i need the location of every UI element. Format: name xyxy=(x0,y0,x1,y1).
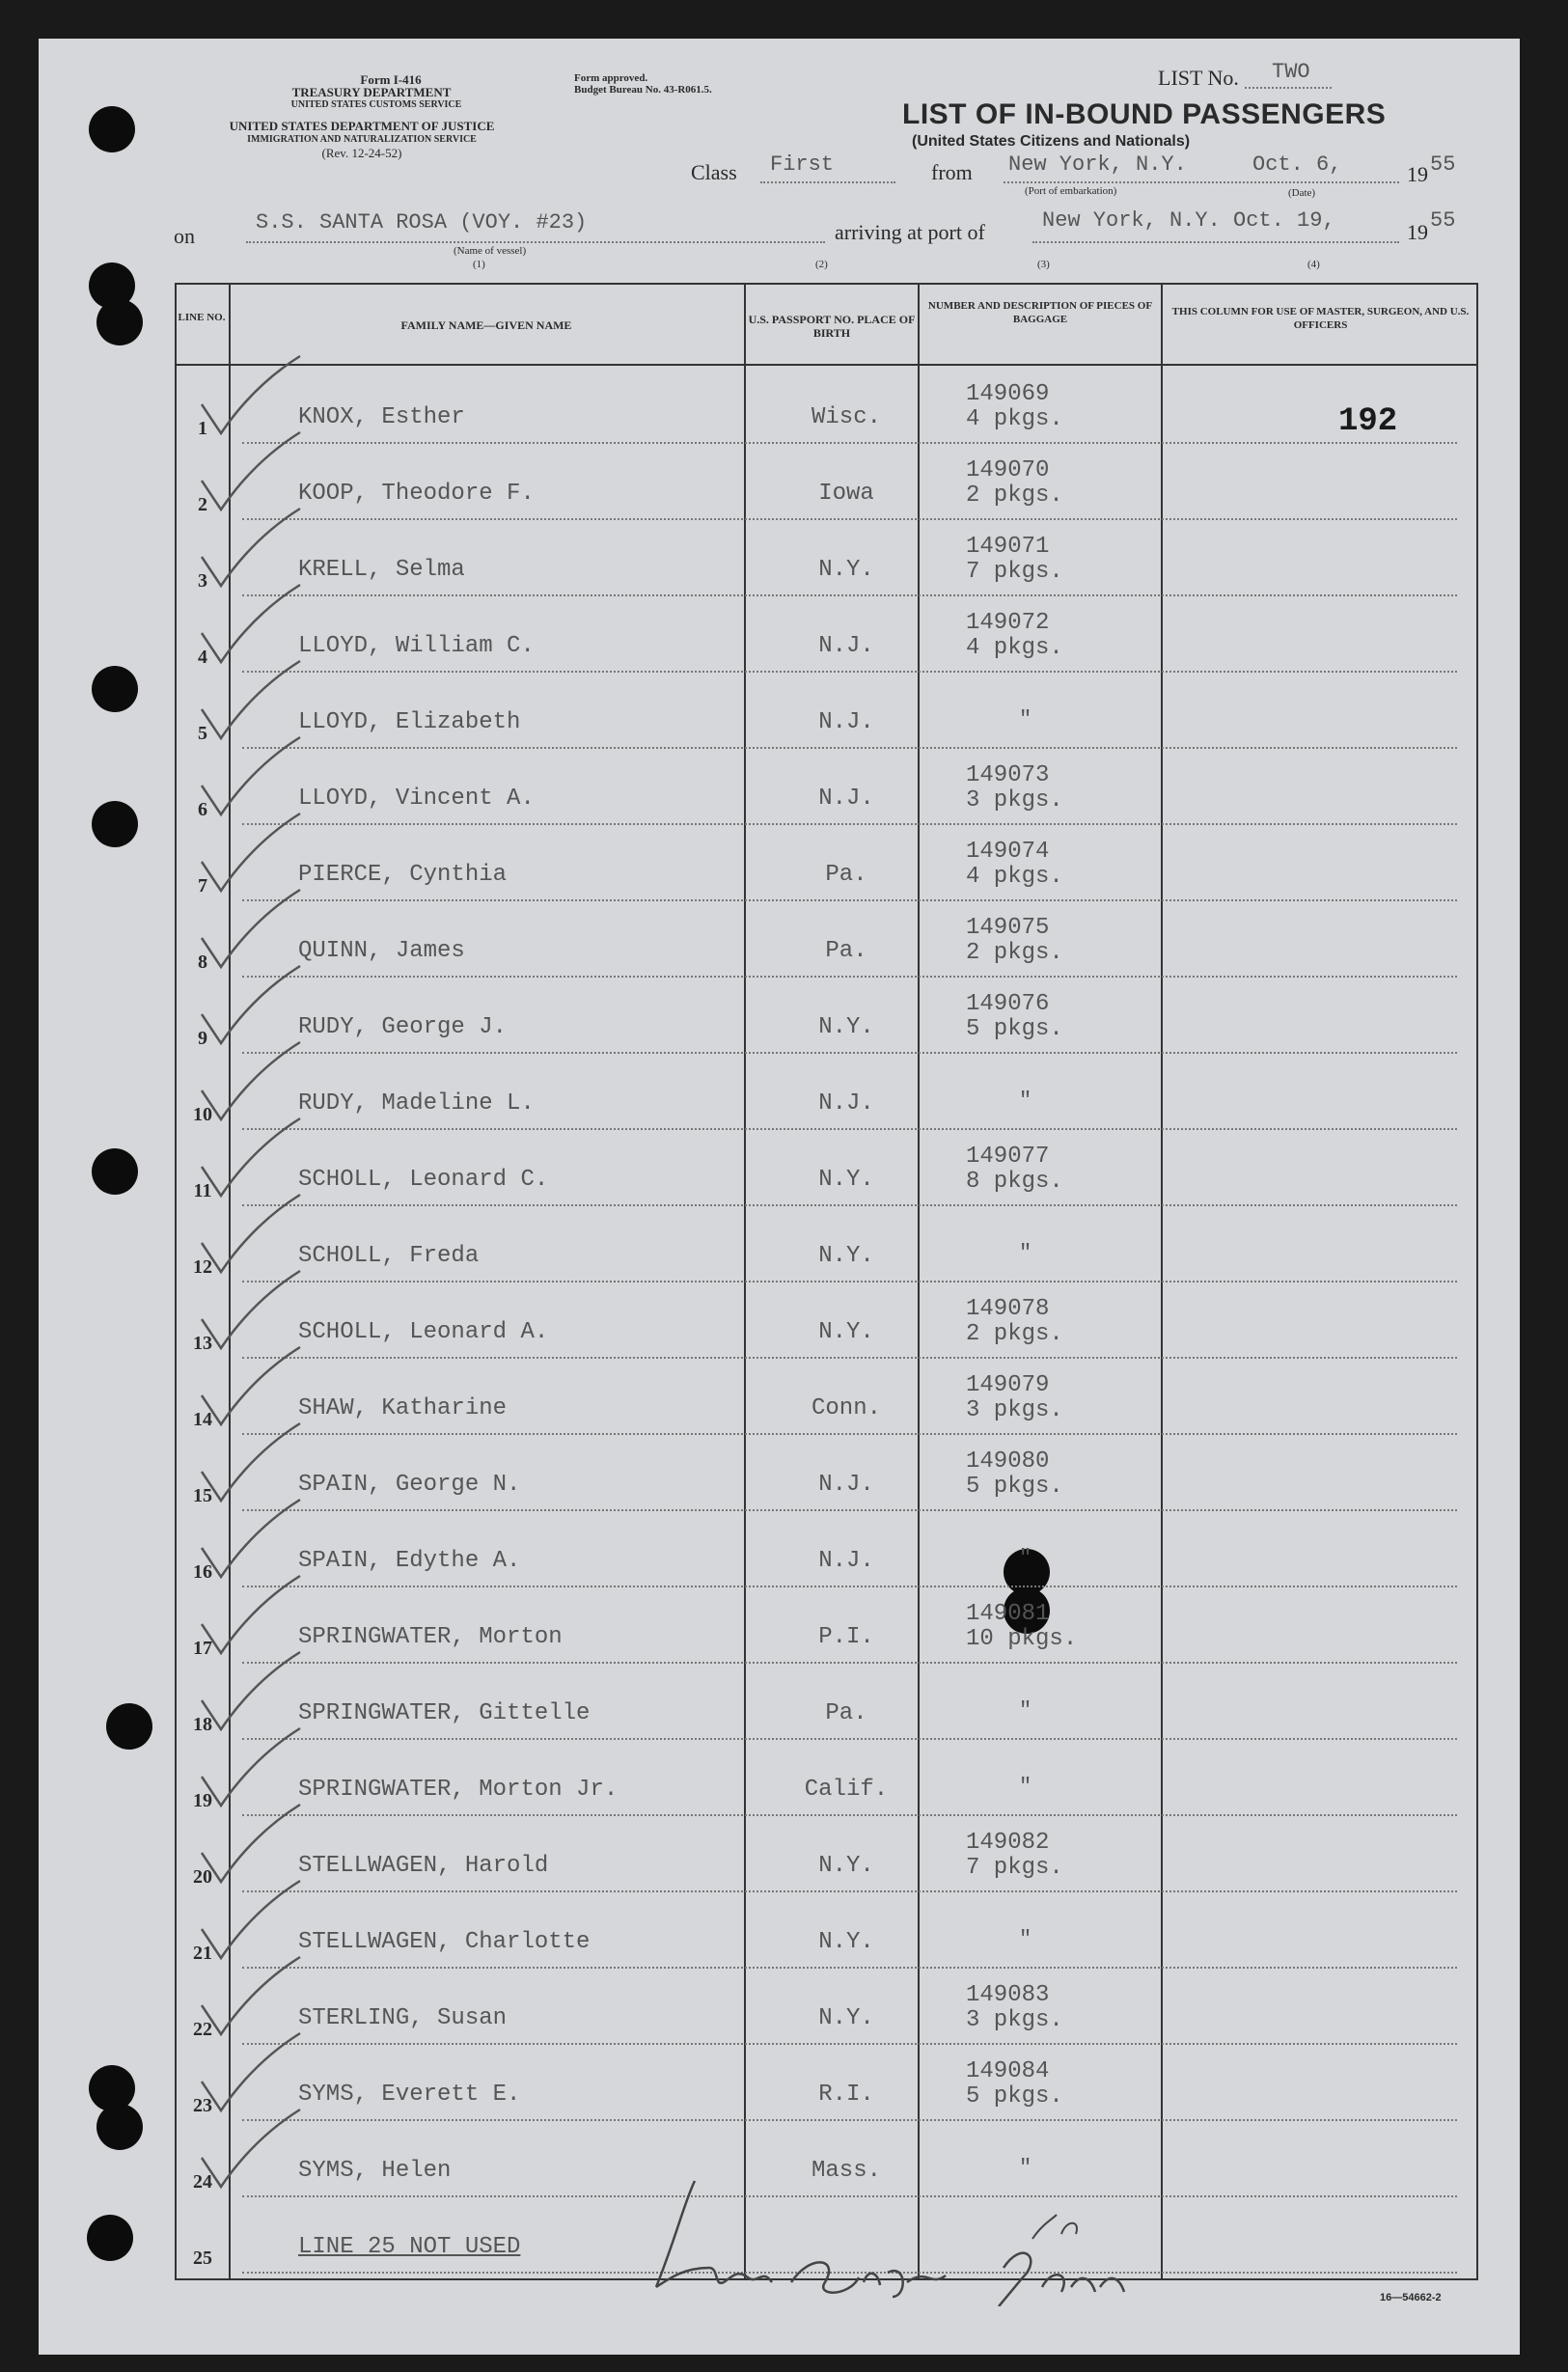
passenger-name: KOOP, Theodore F. xyxy=(298,481,535,507)
punch-hole-icon xyxy=(96,299,143,345)
table-row xyxy=(175,368,1478,444)
official-number: 192 xyxy=(1338,403,1398,440)
table-row xyxy=(175,749,1478,825)
passenger-name: PIERCE, Cynthia xyxy=(298,862,508,888)
passenger-name: STELLWAGEN, Charlotte xyxy=(298,1929,591,1955)
passenger-name: STERLING, Susan xyxy=(298,2005,508,2031)
table-row xyxy=(175,1511,1478,1587)
caption-2: (2) xyxy=(815,259,828,270)
line-number: 17 xyxy=(193,1638,212,1659)
place-of-birth: Wisc. xyxy=(811,404,881,430)
place-of-birth: N.J. xyxy=(818,1090,874,1117)
page-subtitle: (United States Citizens and Nationals) xyxy=(912,133,1191,150)
line-number: 13 xyxy=(193,1333,212,1354)
place-of-birth: N.Y. xyxy=(818,557,874,583)
passenger-name: SPAIN, Edythe A. xyxy=(298,1548,521,1574)
line-number: 22 xyxy=(193,2019,212,2040)
baggage-description: 5 pkgs. xyxy=(966,1016,1063,1042)
page-title: LIST OF IN-BOUND PASSENGERS xyxy=(902,98,1387,130)
place-of-birth: N.Y. xyxy=(818,1243,874,1269)
baggage-number: 149078 xyxy=(966,1296,1050,1322)
punch-hole-icon xyxy=(92,666,138,712)
line-number: 6 xyxy=(198,799,207,820)
from-label: from xyxy=(931,160,973,184)
on-label: on xyxy=(174,224,195,248)
baggage-number: 149083 xyxy=(966,1982,1050,2008)
place-of-birth: R.I. xyxy=(818,2082,874,2108)
ditto-mark: " xyxy=(1019,1927,1032,1951)
passenger-name: SYMS, Helen xyxy=(298,2158,452,2184)
arr-year-suffix: 55 xyxy=(1430,208,1456,233)
punch-hole-icon xyxy=(87,2215,133,2261)
baggage-number: 149082 xyxy=(966,1830,1050,1856)
baggage-description: 3 pkgs. xyxy=(966,2007,1063,2033)
passenger-name: SPAIN, George N. xyxy=(298,1472,521,1498)
manifest-page xyxy=(39,39,1520,2355)
ditto-mark: " xyxy=(1019,707,1032,731)
punch-hole-icon xyxy=(106,1703,152,1750)
table-row xyxy=(175,1740,1478,1816)
line-number: 14 xyxy=(193,1409,212,1430)
baggage-number: 149073 xyxy=(966,762,1050,788)
punch-hole-icon xyxy=(92,1148,138,1195)
place-of-birth: N.Y. xyxy=(818,1319,874,1345)
line-number: 4 xyxy=(198,647,207,668)
line-number: 7 xyxy=(198,875,207,896)
ditto-mark: " xyxy=(1019,1089,1032,1113)
baggage-description: 7 pkgs. xyxy=(966,559,1063,585)
list-no-label: LIST No. xyxy=(1158,66,1239,90)
list-no-line xyxy=(1245,87,1332,89)
table-row xyxy=(175,901,1478,978)
baggage-description: 3 pkgs. xyxy=(966,787,1063,814)
passenger-name: KRELL, Selma xyxy=(298,557,465,583)
vessel-caption: (Name of vessel) xyxy=(454,245,527,257)
place-of-birth: N.J. xyxy=(818,1472,874,1498)
baggage-number: 149076 xyxy=(966,991,1050,1017)
ditto-mark: " xyxy=(1019,2156,1032,2180)
arriving-label: arriving at port of xyxy=(835,220,985,244)
col-header-passport: U.S. PASSPORT NO. PLACE OF BIRTH xyxy=(748,313,916,340)
passenger-name: STELLWAGEN, Harold xyxy=(298,1853,549,1879)
line-number: 19 xyxy=(193,1790,212,1811)
arr-year-prefix: 19 xyxy=(1407,220,1428,244)
baggage-number: 149075 xyxy=(966,915,1050,941)
place-of-birth: Iowa xyxy=(818,481,874,507)
passenger-name: LLOYD, William C. xyxy=(298,633,535,659)
baggage-number: 149069 xyxy=(966,381,1050,407)
treasury-dept: TREASURY DEPARTMENT xyxy=(291,85,452,99)
caption-4: (4) xyxy=(1307,259,1320,270)
passenger-name: SCHOLL, Leonard A. xyxy=(298,1319,549,1345)
from-port-value: New York, N.Y. xyxy=(1008,152,1187,177)
passenger-name: RUDY, George J. xyxy=(298,1014,508,1040)
table-row xyxy=(175,1587,1478,1664)
place-of-birth: N.Y. xyxy=(818,2005,874,2031)
table-row xyxy=(175,1892,1478,1969)
passenger-name: KNOX, Esther xyxy=(298,404,465,430)
port-caption: (Port of embarkation) xyxy=(1025,185,1117,197)
place-of-birth: Pa. xyxy=(825,938,867,964)
ditto-mark: " xyxy=(1019,1775,1032,1799)
vessel-value: S.S. SANTA ROSA (VOY. #23) xyxy=(256,210,588,234)
table-row xyxy=(175,673,1478,749)
table-row xyxy=(175,596,1478,673)
table-row xyxy=(175,1283,1478,1359)
line-number: 15 xyxy=(193,1485,212,1506)
col-header-officers: THIS COLUMN FOR USE OF MASTER, SURGEON, AND U.S. OFFICERS xyxy=(1171,306,1470,331)
caption-1: (1) xyxy=(473,259,485,270)
table-row xyxy=(175,1054,1478,1130)
passenger-name: SHAW, Katharine xyxy=(298,1395,508,1421)
baggage-number: 149081 xyxy=(966,1601,1050,1627)
col-header-line-no: LINE NO. xyxy=(178,312,226,323)
line-number: 9 xyxy=(198,1028,207,1049)
customs-service: UNITED STATES CUSTOMS SERVICE xyxy=(290,99,462,110)
line-number: 10 xyxy=(193,1104,212,1125)
line-number: 18 xyxy=(193,1714,212,1735)
place-of-birth: N.J. xyxy=(818,1548,874,1574)
baggage-description: 4 pkgs. xyxy=(966,864,1063,890)
punch-hole-icon xyxy=(89,106,135,152)
place-of-birth: N.Y. xyxy=(818,1853,874,1879)
table-row xyxy=(175,1130,1478,1206)
place-of-birth: Calif. xyxy=(804,1777,889,1803)
line-number: 21 xyxy=(193,1943,212,1964)
baggage-number: 149074 xyxy=(966,839,1050,865)
arriving-value: New York, N.Y. Oct. 19, xyxy=(1042,208,1335,233)
baggage-description: 4 pkgs. xyxy=(966,406,1063,432)
class-value: First xyxy=(770,152,835,177)
vessel-line xyxy=(246,241,825,243)
line-number: 2 xyxy=(198,494,207,515)
passenger-name: SPRINGWATER, Gittelle xyxy=(298,1700,591,1726)
baggage-number: 149084 xyxy=(966,2058,1050,2084)
col-header-baggage: NUMBER AND DESCRIPTION OF PIECES OF BAGGAGE xyxy=(927,300,1153,325)
table-row xyxy=(175,1206,1478,1283)
line-number: 11 xyxy=(193,1180,212,1201)
passenger-name: SYMS, Everett E. xyxy=(298,2082,521,2108)
line-number: 8 xyxy=(198,952,207,973)
baggage-description: 3 pkgs. xyxy=(966,1397,1063,1423)
baggage-number: 149072 xyxy=(966,610,1050,636)
header-rule xyxy=(175,364,1478,366)
place-of-birth: N.Y. xyxy=(818,1014,874,1040)
baggage-number: 149077 xyxy=(966,1144,1050,1170)
baggage-description: 7 pkgs. xyxy=(966,1855,1063,1881)
class-label: Class xyxy=(691,160,737,184)
place-of-birth: Conn. xyxy=(811,1395,881,1421)
passenger-name: LINE 25 NOT USED xyxy=(298,2234,521,2260)
passenger-name: LLOYD, Elizabeth xyxy=(298,709,521,735)
from-year-prefix: 19 xyxy=(1407,162,1428,186)
table-row xyxy=(175,1359,1478,1435)
line-number: 5 xyxy=(198,723,207,744)
from-date-value: Oct. 6, xyxy=(1252,152,1342,177)
line-number: 16 xyxy=(193,1561,212,1583)
ins-service: IMMIGRATION AND NATURALIZATION SERVICE xyxy=(247,134,477,145)
punch-hole-icon xyxy=(96,2104,143,2150)
punch-hole-icon xyxy=(92,801,138,847)
from-line xyxy=(1004,181,1399,183)
baggage-description: 5 pkgs. xyxy=(966,2083,1063,2110)
table-row xyxy=(175,1664,1478,1740)
ditto-mark: " xyxy=(1019,1698,1032,1723)
passenger-name: QUINN, James xyxy=(298,938,465,964)
arriving-line xyxy=(1032,241,1399,243)
date-caption: (Date) xyxy=(1288,187,1316,199)
passenger-name: RUDY, Madeline L. xyxy=(298,1090,535,1117)
line-number: 24 xyxy=(193,2171,212,2193)
place-of-birth: N.Y. xyxy=(818,1929,874,1955)
table-row xyxy=(175,444,1478,520)
table-row xyxy=(175,2045,1478,2121)
from-year-suffix: 55 xyxy=(1430,152,1456,177)
baggage-description: 4 pkgs. xyxy=(966,635,1063,661)
passenger-name: SCHOLL, Leonard C. xyxy=(298,1167,549,1193)
passenger-name: SPRINGWATER, Morton Jr. xyxy=(298,1777,619,1803)
place-of-birth: N.J. xyxy=(818,709,874,735)
justice-dept: UNITED STATES DEPARTMENT OF JUSTICE xyxy=(229,119,495,133)
line-number: 12 xyxy=(193,1256,212,1278)
baggage-description: 8 pkgs. xyxy=(966,1169,1063,1195)
baggage-description: 2 pkgs. xyxy=(966,940,1063,966)
baggage-number: 149080 xyxy=(966,1448,1050,1475)
passenger-name: SPRINGWATER, Morton xyxy=(298,1624,563,1650)
table-row xyxy=(175,1435,1478,1511)
place-of-birth: N.Y. xyxy=(818,1167,874,1193)
baggage-number: 149079 xyxy=(966,1372,1050,1398)
place-of-birth: Pa. xyxy=(825,1700,867,1726)
footer-code: 16—54662-2 xyxy=(1380,2292,1442,2303)
budget-bureau: Budget Bureau No. 43-R061.5. xyxy=(574,84,712,96)
line-number: 1 xyxy=(198,418,207,439)
baggage-description: 5 pkgs. xyxy=(966,1474,1063,1500)
form-approved: Form approved. xyxy=(574,72,648,84)
line-number: 23 xyxy=(193,2095,212,2116)
place-of-birth: Mass. xyxy=(811,2158,881,2184)
line-number: 25 xyxy=(193,2248,212,2269)
revision-date: (Rev. 12-24-52) xyxy=(321,146,402,160)
baggage-description: 10 pkgs. xyxy=(966,1626,1078,1652)
line-number: 3 xyxy=(198,570,207,592)
form-number: Form I-416 xyxy=(360,72,422,87)
col-header-name: FAMILY NAME—GIVEN NAME xyxy=(400,318,572,332)
list-no-value: TWO xyxy=(1272,60,1310,84)
line-number: 20 xyxy=(193,1866,212,1888)
table-row xyxy=(175,825,1478,901)
table-row xyxy=(175,1816,1478,1892)
baggage-description: 2 pkgs. xyxy=(966,1321,1063,1347)
place-of-birth: N.J. xyxy=(818,633,874,659)
table-row xyxy=(175,978,1478,1054)
ditto-mark: " xyxy=(1019,1546,1032,1570)
inspector-signature-icon xyxy=(618,2162,1197,2306)
ditto-mark: " xyxy=(1019,1241,1032,1265)
table-row xyxy=(175,1969,1478,2045)
passenger-name: LLOYD, Vincent A. xyxy=(298,786,535,812)
table-row xyxy=(175,520,1478,596)
baggage-description: 2 pkgs. xyxy=(966,483,1063,509)
place-of-birth: N.J. xyxy=(818,786,874,812)
place-of-birth: Pa. xyxy=(825,862,867,888)
class-line xyxy=(760,181,895,183)
caption-3: (3) xyxy=(1037,259,1050,270)
baggage-number: 149071 xyxy=(966,534,1050,560)
passenger-name: SCHOLL, Freda xyxy=(298,1243,480,1269)
baggage-number: 149070 xyxy=(966,457,1050,483)
place-of-birth: P.I. xyxy=(818,1624,874,1650)
